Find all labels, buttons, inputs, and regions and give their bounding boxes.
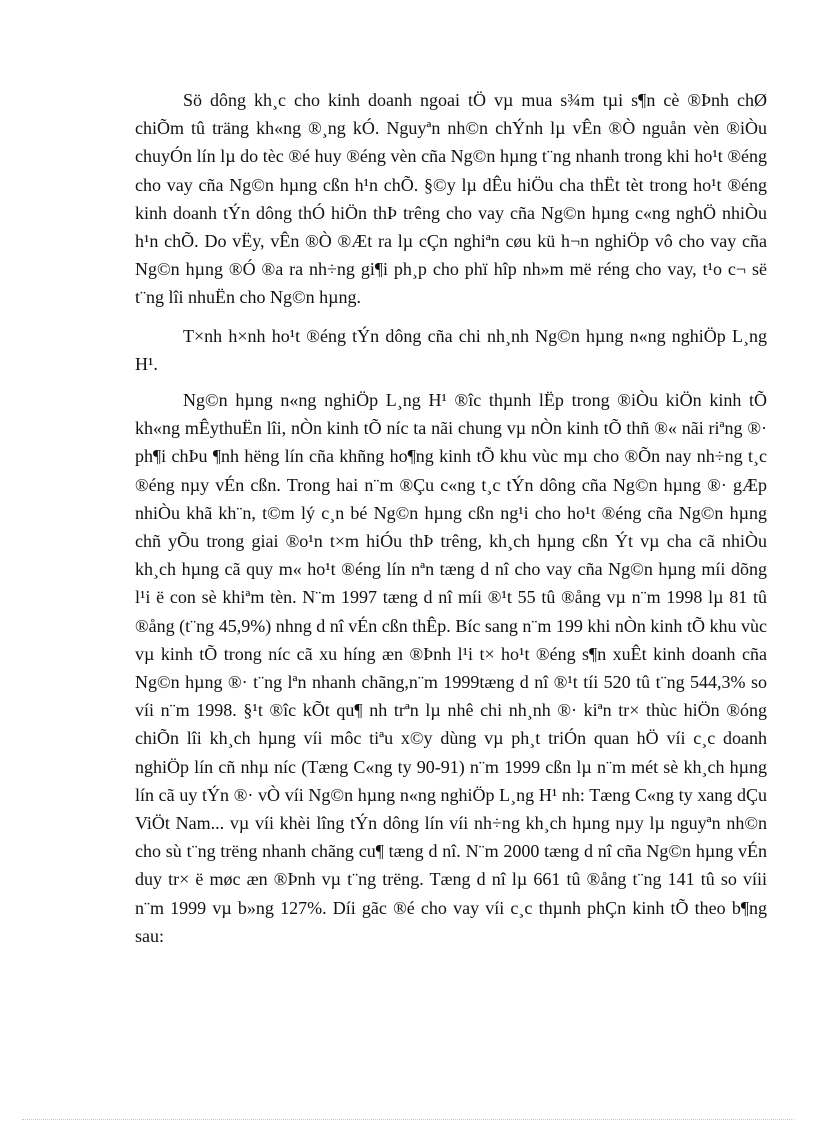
body-text: [135, 86, 767, 950]
paragraph-credit-heading: T×nh h×nh ho¹t ®éng tÝn dông cña chi nh¸nh Ng©n hµng n«ng nghiÖp L¸ng H¹.: [135, 325, 767, 374]
paragraph-capital-usage: Sö dông kh¸c cho kinh doanh ngoai tÖ vµ mua s¾m tµi s¶n cè ®Þnh chØ chiÕm tû träng kh«ng ®¸ng kÓ. Nguyªn nh©n chÝnh lµ vÊn ®Ò nguån vèn ®iÒu chuyÓn lín lµ do tèc ®é huy ®éng vèn cña Ng©n hµng t¨ng nhanh trong khi ho¹t ®éng cho vay cña Ng©n hµng cßn h¹n chÕ. §©y lµ dÊu hiÖu cha thËt tèt trong ho¹t ®éng kinh doanh tÝn dông thÓ hiÖn thÞ trêng cho vay cña Ng©n hµng c«ng nghÖ nhiÒu h¹n chÕ. Do vËy, vÊn ®Ò ®Æt ra lµ cÇn nghiªn cøu kü h¬n nghiÖp vô cho vay cña Ng©n hµng ®Ó ®a ra nh÷ng gi¶i ph¸p cho phï hîp nh»m më réng cho vay, t¹o c¬ së t¨ng lîi nhuËn cho Ng©n hµng.: [135, 90, 767, 308]
page-bottom-divider: [22, 1119, 794, 1120]
paragraph-branch-lending: Ng©n hµng n«ng nghiÖp L¸ng H¹ ®îc thµnh lËp trong ®iÒu kiÖn kinh tÕ kh«ng mÊythuËn lîi, nÒn kinh tÕ níc ta nãi chung vµ nÒn kinh tÕ thñ ®« nãi riªng ®· ph¶i chÞu ¶nh hëng lín cña khñng ho¶ng kinh tÕ khu vùc mµ cho ®Õn nay nh÷ng t¸c ®éng nµy vÉn cßn. Trong hai n¨m ®Çu c«ng t¸c tÝn dông cña Ng©n hµng ®· gÆp nhiÒu khã kh¨n, t©m lý c¸n bé Ng©n hµng cßn ng¹i cho ho¹t ®éng cña Ng©n hµng chñ yÕu trong giai ®o¹n t×m hiÓu thÞ trêng, kh¸ch hµng cßn Ýt vµ cha cã nhiÒu kh¸ch hµng cã quy m« ho¹t ®éng lín nªn tæng d nî cho vay cña Ng©n hµng míi dõng l¹i ë con sè khiªm tèn. N¨m 1997 tæng d nî míi ®¹t 55 tû ®ång vµ n¨m 1998 lµ 81 tû ®ång (t¨ng 45,9%) nhng d nî vÉn cßn thÊp. Bíc sang n¨m 199 khi nÒn kinh tÕ khu vùc vµ kinh tÕ trong níc cã xu híng æn ®Þnh l¹i t× ho¹t ®éng s¶n xuÊt kinh doanh cña Ng©n hµng ®· t¨ng lªn nhanh chãng,n¨m 1999tæng d nî ®¹t tíi 520 tû t¨ng 544,3% so víi n¨m 1998. §¹t ®îc kÕt qu¶ nh trªn lµ nhê chi nh¸nh ®· kiªn tr× thùc hiÖn ®óng chiÕn lîi kh¸ch hµng víi môc tiªu x©y dùng vµ ph¸t triÓn quan hÖ víi c¸c doanh nghiÖp lín cñ nhµ níc (Tæng C«ng ty 90-91) n¨m 1999 cßn lµ n¨m mét sè kh¸ch hµng lín cã uy tÝn ®· vÒ víi Ng©n hµng n«ng nghiÖp L¸ng H¹ nh: Tæng C«ng ty xang dÇu ViÖt Nam... vµ víi khèi lîng tÝn dông lín víi nh÷ng kh¸ch hµng nµy lµ nguyªn nh©n cho sù t¨ng trëng nhanh chãng cu¶ tæng d nî. N¨m 2000 tæng d nî cña Ng©n hµng vÉn duy tr× ë møc æn ®Þnh vµ t¨ng trëng. Tæng d nî lµ 661 tû ®ång t¨ng 141 tû so víii n¨m 1999 vµ b»ng 127%. Díi gãc ®é cho vay víi c¸c thµnh phÇn kinh tÕ theo b¶ng sau:: [135, 390, 767, 946]
